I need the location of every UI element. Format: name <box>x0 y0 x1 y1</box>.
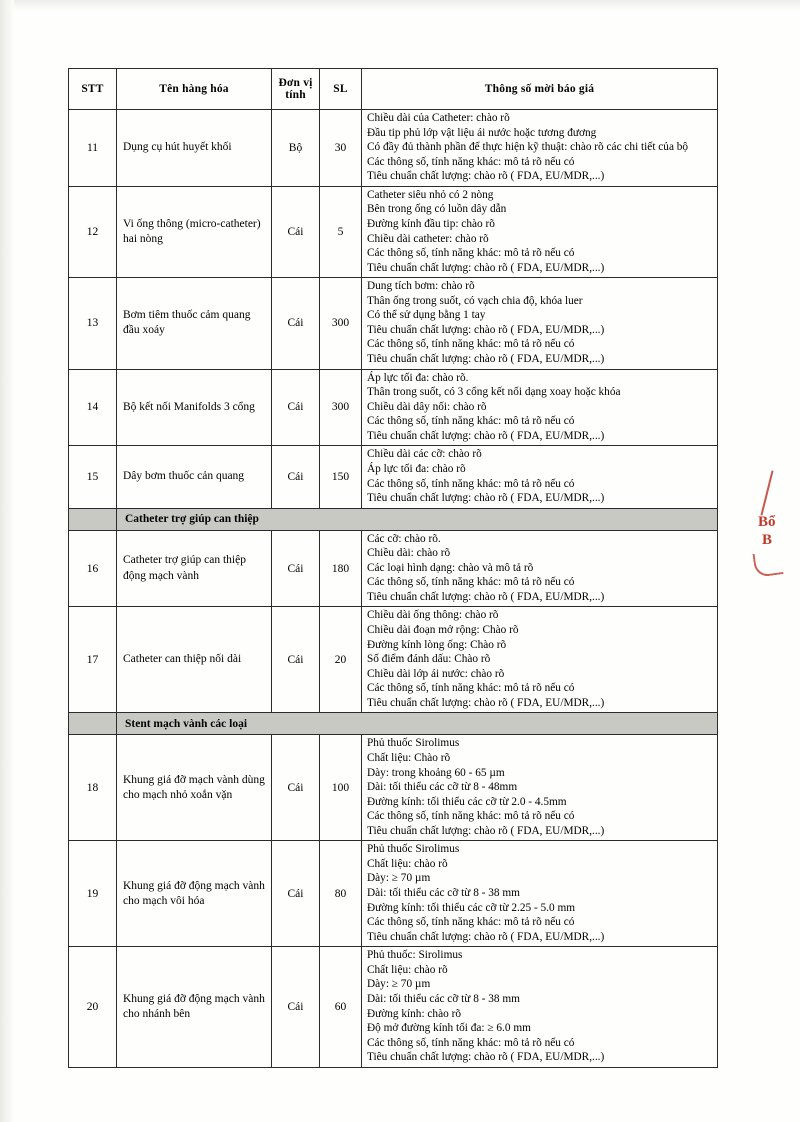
spec-line: Các thông số, tính năng khác: mô tả rõ nếu có <box>367 682 575 695</box>
cell-stt: 20 <box>69 947 117 1068</box>
table-row <box>69 735 718 841</box>
table-header-row <box>69 69 718 110</box>
spec-line: Áp lực tối đa: chào rõ <box>367 462 466 475</box>
spec-line: Phủ thuốc Sirolimus <box>367 843 460 856</box>
spec-line: Đường kính: chào rõ <box>367 1007 461 1020</box>
cell-item-name: Dụng cụ hút huyết khối <box>117 110 272 187</box>
cell-item-name: Vi ống thông (micro-catheter) hai nòng <box>117 186 272 277</box>
spec-line: Tiêu chuẩn chất lượng: chào rõ ( FDA, EU/MDR,...) <box>367 824 605 837</box>
cell-specifications <box>362 110 718 187</box>
cell-stt: 12 <box>69 186 117 277</box>
spec-line: Dài: tối thiểu các cỡ từ 8 - 38 mm <box>367 887 520 899</box>
cell-specifications <box>362 369 718 446</box>
section-label: Catheter trợ giúp can thiệp <box>117 508 718 530</box>
cell-specifications <box>362 947 718 1068</box>
cell-unit: Cái <box>272 735 320 841</box>
spec-line: Chất liệu: chào rõ <box>367 963 448 976</box>
spec-line: Chiều dài của Catheter: chào rõ <box>367 112 510 124</box>
spec-line: Các thông số, tính năng khác: mô tả rõ nếu có <box>367 415 575 428</box>
margin-squiggle-mark <box>752 550 783 578</box>
spec-line: Đường kính lòng ống: Chào rõ <box>367 638 507 651</box>
spec-line: Đường kính đầu tip: chào rõ <box>367 217 495 230</box>
spec-line: Dài: tối thiểu các cỡ từ 8 - 48mm <box>367 781 518 794</box>
cell-item-name: Bơm tiêm thuốc cảm quang đầu xoáy <box>117 278 272 369</box>
spec-line: Chất liệu: chào rõ <box>367 857 448 870</box>
spec-line: Đường kính: tối thiểu các cỡ từ 2.25 - 5.0 mm <box>367 901 576 914</box>
cell-stt: 17 <box>69 607 117 713</box>
cell-stt: 14 <box>69 369 117 446</box>
spec-line: Áp lực tối đa: chào rõ. <box>367 371 469 384</box>
spec-line: Dung tích bơm: chào rõ <box>367 280 475 293</box>
cell-quantity: 150 <box>320 446 362 508</box>
spec-line: Đường kính: tối thiểu các cỡ từ 2.0 - 4.5mm <box>367 795 567 808</box>
spec-line: Tiêu chuẩn chất lượng: chào rõ ( FDA, EU/MDR,...) <box>367 353 605 365</box>
table-row <box>69 186 718 277</box>
cell-unit: Cái <box>272 369 320 446</box>
margin-note-line1: Bổ <box>758 514 776 530</box>
spec-line: Chiều dài lớp ái nước: chào rõ <box>367 667 505 680</box>
cell-item-name: Bộ kết nối Manifolds 3 cổng <box>117 369 272 446</box>
spec-line: Bên trong ống có luồn dây dẫn <box>367 203 507 216</box>
cell-stt: 11 <box>69 110 117 187</box>
cell-item-name: Catheter trợ giúp can thiệp động mạch vành <box>117 530 272 607</box>
section-row-stt-blank <box>69 713 117 735</box>
cell-unit: Cái <box>272 186 320 277</box>
table-row <box>69 369 718 446</box>
spec-line: Tiêu chuẩn chất lượng: chào rõ ( FDA, EU/MDR,...) <box>367 323 605 336</box>
spec-line: Tiêu chuẩn chất lượng: chào rõ ( FDA, EU/MDR,...) <box>367 696 605 709</box>
cell-quantity: 100 <box>320 735 362 841</box>
spec-line: Tiêu chuẩn chất lượng: chào rõ ( FDA, EU/MDR,...) <box>367 429 605 442</box>
scan-edge-left <box>0 0 14 1122</box>
cell-specifications <box>362 446 718 508</box>
column-header-name: Tên hàng hóa <box>117 69 272 110</box>
table-row <box>69 530 718 607</box>
spec-line: Thân trong suốt, có 3 cổng kết nối dạng xoay hoặc khóa <box>367 386 621 399</box>
cell-specifications <box>362 278 718 369</box>
cell-item-name: Dây bơm thuốc cản quang <box>117 446 272 508</box>
cell-stt: 16 <box>69 530 117 607</box>
cell-quantity: 20 <box>320 607 362 713</box>
cell-item-name: Khung giá đỡ động mạch vành cho nhánh bên <box>117 947 272 1068</box>
spec-line: Phủ thuốc Sirolimus <box>367 737 460 750</box>
cell-item-name: Khung giá đỡ mạch vành dùng cho mạch nhỏ xoắn vặn <box>117 735 272 841</box>
spec-line: Các loại hình dạng: chào và mô tả rõ <box>367 561 534 574</box>
cell-specifications <box>362 735 718 841</box>
section-row-stt-blank <box>69 508 117 530</box>
spec-line: Chiều dài các cỡ: chào rõ <box>367 448 482 461</box>
spec-line: Dày: ≥ 70 µm <box>367 872 431 885</box>
spec-line: Có thể sử dụng bằng 1 tay <box>367 309 486 322</box>
cell-specifications <box>362 530 718 607</box>
column-header-spec: Thông số mời báo giá <box>362 69 718 110</box>
spec-line: Thân ống trong suốt, có vạch chia độ, khóa luer <box>367 294 583 307</box>
cell-stt: 18 <box>69 735 117 841</box>
handwritten-margin-note <box>746 470 786 580</box>
column-header-unit: Đơn vị tính <box>272 69 320 110</box>
spec-line: Dày: trong khoảng 60 - 65 µm <box>367 766 505 779</box>
margin-slash-mark <box>760 470 773 515</box>
table-section-row <box>69 713 718 735</box>
cell-specifications <box>362 841 718 947</box>
cell-item-name: Catheter can thiệp nối dài <box>117 607 272 713</box>
cell-unit: Cái <box>272 530 320 607</box>
cell-quantity: 300 <box>320 369 362 446</box>
cell-quantity: 300 <box>320 278 362 369</box>
spec-line: Tiêu chuẩn chất lượng: chào rõ ( FDA, EU/MDR,...) <box>367 930 605 943</box>
spec-line: Các thông số, tính năng khác: mô tả rõ nếu có <box>367 155 575 168</box>
cell-unit: Cái <box>272 841 320 947</box>
cell-stt: 15 <box>69 446 117 508</box>
spec-line: Các thông số, tính năng khác: mô tả rõ nếu có <box>367 810 575 823</box>
spec-line: Chiều dài dây nối: chào rõ <box>367 400 487 413</box>
table-row <box>69 947 718 1068</box>
table-row <box>69 607 718 713</box>
cell-specifications <box>362 186 718 277</box>
cell-quantity: 5 <box>320 186 362 277</box>
spec-line: Tiêu chuẩn chất lượng: chào rõ ( FDA, EU/MDR,...) <box>367 492 605 505</box>
spec-line: Các thông số, tính năng khác: mô tả rõ nếu có <box>367 576 575 589</box>
spec-line: Số điểm đánh dấu: Chào rõ <box>367 653 491 666</box>
spec-line: Tiêu chuẩn chất lượng: chào rõ ( FDA, EU/MDR,...) <box>367 170 605 183</box>
spec-line: Các thông số, tính năng khác: mô tả rõ nếu có <box>367 1036 575 1049</box>
cell-stt: 13 <box>69 278 117 369</box>
table-section-row <box>69 508 718 530</box>
cell-item-name: Khung giá đỡ động mạch vành cho mạch vôi hóa <box>117 841 272 947</box>
spec-line: Dày: ≥ 70 µm <box>367 978 431 991</box>
table-row <box>69 278 718 369</box>
spec-line: Các thông số, tính năng khác: mô tả rõ nếu có <box>367 338 575 351</box>
scan-edge-top <box>0 0 800 10</box>
spec-line: Tiêu chuẩn chất lượng: chào rõ ( FDA, EU/MDR,...) <box>367 590 605 603</box>
cell-specifications <box>362 607 718 713</box>
spec-line: Phủ thuốc: Sirolimus <box>367 949 463 962</box>
cell-unit: Cái <box>272 278 320 369</box>
spec-line: Chiều dài: chào rõ <box>367 547 451 560</box>
cell-quantity: 80 <box>320 841 362 947</box>
cell-quantity: 60 <box>320 947 362 1068</box>
quotation-spec-table <box>68 68 718 1068</box>
spec-line: Có đầy đủ thành phần để thực hiện kỹ thuật: chào rõ các chi tiết của bộ <box>367 141 689 154</box>
spec-line: Chiều dài đoạn mở rộng: Chào rõ <box>367 624 519 636</box>
spec-line: Đầu tip phủ lớp vật liệu ái nước hoặc tương đương <box>367 126 597 139</box>
column-header-qty: SL <box>320 69 362 110</box>
cell-unit: Cái <box>272 607 320 713</box>
table-row <box>69 841 718 947</box>
spec-line: Chiều dài catheter: chào rõ <box>367 232 489 245</box>
cell-unit: Cái <box>272 446 320 508</box>
spec-line: Tiêu chuẩn chất lượng: chào rõ ( FDA, EU/MDR,...) <box>367 261 605 274</box>
spec-line: Catheter siêu nhỏ có 2 nòng <box>367 188 494 201</box>
table-body <box>69 110 718 1068</box>
spec-line: Dài: tối thiểu các cỡ từ 8 - 38 mm <box>367 992 520 1005</box>
spec-line: Các thông số, tính năng khác: mô tả rõ nếu có <box>367 916 575 929</box>
column-header-stt: STT <box>69 69 117 110</box>
cell-quantity: 30 <box>320 110 362 187</box>
spec-line: Chiều dài ống thông: chào rõ <box>367 609 499 622</box>
spec-line: Các cỡ: chào rõ. <box>367 532 441 545</box>
table-row <box>69 446 718 508</box>
margin-note-line2: B <box>762 532 773 548</box>
cell-unit: Cái <box>272 947 320 1068</box>
cell-stt: 19 <box>69 841 117 947</box>
spec-line: Các thông số, tính năng khác: mô tả rõ nếu có <box>367 477 575 490</box>
section-label: Stent mạch vành các loại <box>117 713 718 735</box>
spec-line: Tiêu chuẩn chất lượng: chào rõ ( FDA, EU/MDR,...) <box>367 1051 605 1064</box>
cell-quantity: 180 <box>320 530 362 607</box>
cell-unit: Bộ <box>272 110 320 187</box>
table-row <box>69 110 718 187</box>
spec-line: Chất liệu: Chào rõ <box>367 751 451 764</box>
spec-line: Độ mở đường kính tối đa: ≥ 6.0 mm <box>367 1022 531 1035</box>
spec-line: Các thông số, tính năng khác: mô tả rõ nếu có <box>367 247 575 260</box>
